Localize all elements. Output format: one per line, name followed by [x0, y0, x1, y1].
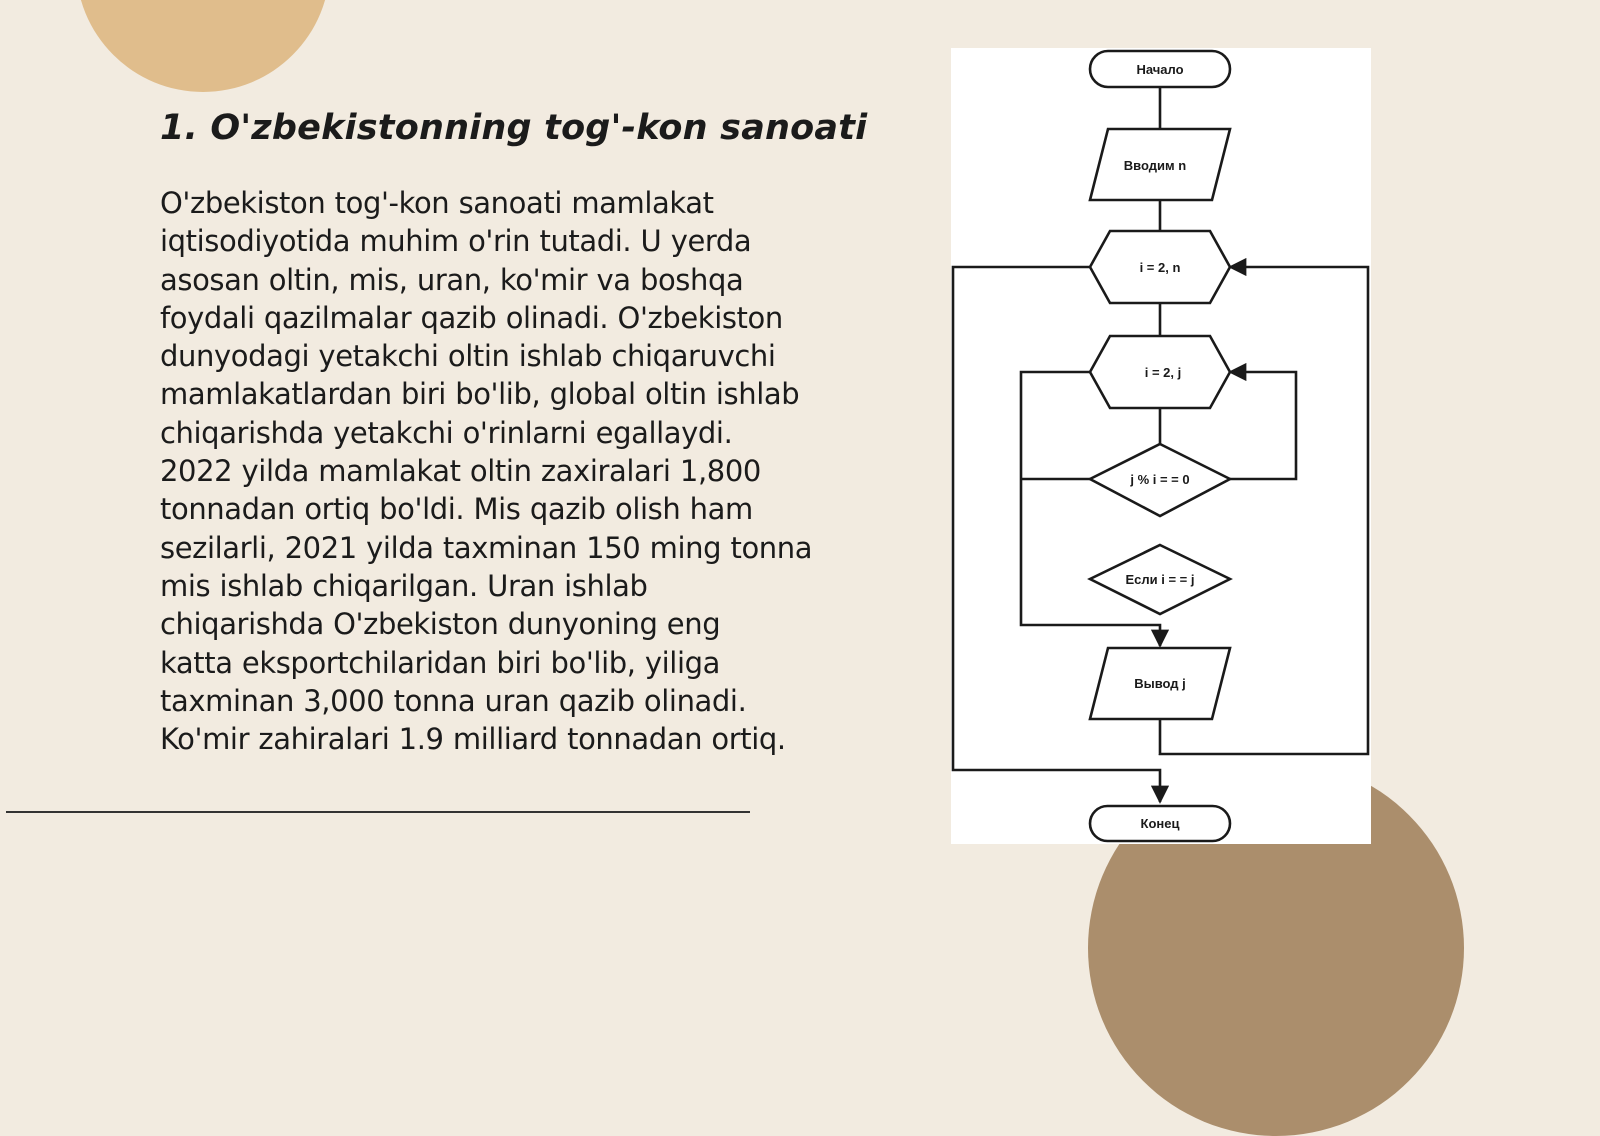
paragraph-line: taxminan 3,000 tonna uran qazib olinadi.	[160, 683, 747, 718]
flowchart-input-label: Вводим n	[1123, 158, 1187, 173]
flowchart-image	[951, 48, 1371, 844]
paragraph-line: 2022 yilda mamlakat oltin zaxiralari 1,800	[160, 454, 761, 489]
paragraph-line: iqtisodiyotida muhim o'rin tutadi. U yerda	[160, 224, 752, 259]
flowchart-diagram	[951, 48, 1371, 844]
connector-inner-loop-return	[1230, 372, 1296, 479]
flowchart-output-node	[1090, 648, 1230, 719]
flowchart-check-node	[1090, 545, 1230, 614]
flowchart-input-node	[1090, 129, 1230, 200]
paragraph-line: mis ishlab chiqarilgan. Uran ishlab	[160, 568, 648, 603]
divider-line	[6, 811, 750, 813]
slide-paragraph	[160, 184, 860, 758]
paragraph-line: dunyodagi yetakchi oltin ishlab chiqaruvchi	[160, 339, 776, 374]
flowchart-inner-loop-node	[1090, 336, 1230, 408]
flowchart-condition-label: j % i = = 0	[1130, 472, 1190, 487]
decorative-circle-top	[76, 0, 330, 92]
flowchart-end-label: Конец	[1140, 816, 1180, 831]
paragraph-line: Ko'mir zahiralari 1.9 milliard tonnadan ortiq.	[160, 722, 786, 757]
flowchart-outer-loop-node	[1090, 231, 1230, 303]
paragraph-line: katta eksportchilaridan biri bo'lib, yiliga	[160, 645, 720, 680]
paragraph-line: sezilarli, 2021 yilda taxminan 150 ming tonna	[160, 530, 813, 565]
paragraph-line: asosan oltin, mis, uran, ko'mir va boshqa	[160, 262, 744, 297]
flowchart-check-label: Если i = = j	[1125, 572, 1195, 587]
slide-title: 1. O'zbekistonning tog'-kon sanoati	[160, 108, 868, 148]
flowchart-end-node	[1090, 806, 1230, 841]
paragraph-line: tonnadan ortiq bo'ldi. Mis qazib olish ham	[160, 492, 753, 527]
paragraph-line: foydali qazilmalar qazib olinadi. O'zbekiston	[160, 300, 783, 335]
paragraph-line: chiqarishda yetakchi o'rinlarni egallaydi.	[160, 415, 733, 450]
flowchart-condition-node	[1090, 444, 1230, 516]
flowchart-start-label: Начало	[1136, 62, 1184, 77]
paragraph-line: O'zbekiston tog'-kon sanoati mamlakat	[160, 186, 714, 220]
paragraph-line: chiqarishda O'zbekiston dunyoning eng	[160, 607, 721, 642]
paragraph-line: mamlakatlardan biri bo'lib, global oltin ishlab	[160, 377, 800, 412]
flowchart-inner-loop-label: i = 2, j	[1144, 365, 1182, 380]
flowchart-output-label: Вывод j	[1134, 676, 1186, 691]
flowchart-start-node	[1090, 51, 1230, 87]
flowchart-outer-loop-label: i = 2, n	[1139, 260, 1181, 275]
